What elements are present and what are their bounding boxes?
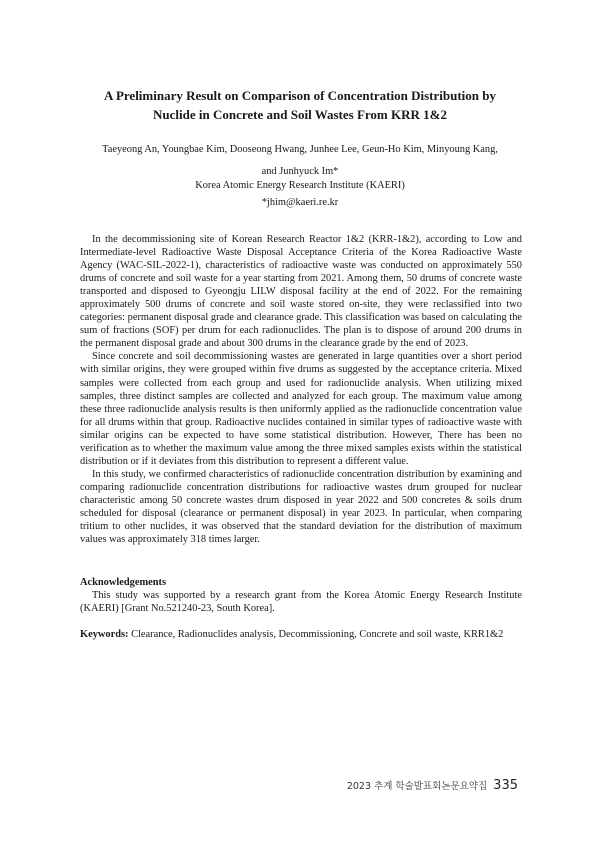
abstract-body — [80, 233, 522, 546]
acknowledgements-text: This study was supported by a research grant from the Korea Atomic Energy Research Institute (KAERI) [Grant No.521240-23, South Korea]. — [80, 590, 522, 615]
title-line-1: A Preliminary Result on Comparison of Concentration Distribution by — [104, 88, 496, 103]
affiliation: Korea Atomic Energy Research Institute (KAERI) — [195, 180, 405, 191]
conference-name: 2023 추계 학술발표회논문요약집 — [346, 781, 488, 792]
abstract-paragraph-3: In this study, we confirmed characteristics of radionuclide concentration distribution by examining and comparing radionuclide concentration distributions for radioactive wastes drum grouped for nuclear characteristic among 50 concrete wastes drum disposed in year 2022 and 500 concretes & soils drum scheduled for disposal (clearance or permanent disposal) in year 2023. In particular, when comparing tritium to other nuclides, it was observed that the standard deviation for the distribution of maximum values was approximately 318 times larger. — [80, 468, 522, 546]
authors-line-1: Taeyeong An, Youngbae Kim, Dooseong Hwang, Junhee Lee, Geun-Ho Kim, Minyoung Kang, — [102, 144, 498, 155]
keywords-line — [80, 628, 522, 641]
acknowledgements-heading: Acknowledgements — [80, 577, 167, 588]
acknowledgements-section — [80, 576, 522, 615]
paper-title — [60, 86, 540, 124]
abstract-paragraph-2: Since concrete and soil decommissioning wastes are generated in large quantities over a short period with similar origins, they were grouped within five drums as suggested by the acceptance criteria. Mixed samples were collected from each group and used for radionuclide analysis. When utilizing mixed samples, three distinct samples are collected and analyzed for each group. The maximum value among these three radionuclide analysis results is then uniformly applied as the radionuclide concentration value for all drums within that group. Radioactive nuclides contained in similar types of radioactive waste with similar origins can be expected to have some statistical distribution. However, There has been no verification as to whether the maximum value among the three mixed samples exists within the statistical distribution or if it deviates from this distribution to represent a different value. — [80, 351, 522, 467]
corresponding-email: *jhim@kaeri.re.kr — [261, 197, 339, 208]
title-line-2: Nuclide in Concrete and Soil Wastes From KRR 1&2 — [153, 107, 447, 122]
keywords-label: Keywords: — [80, 629, 129, 640]
page-footer — [347, 778, 518, 793]
page-number: 335 — [493, 778, 518, 793]
abstract-paragraph-1: In the decommissioning site of Korean Research Reactor 1&2 (KRR-1&2), according to Low and Intermediate-level Radioactive Waste Disposal Acceptance Criteria of the Korea Radioactive Waste Agency (WAC-SIL-2022-1), characteristics of radioactive waste was conducted on approximately 550 drums of concrete and soil waste for a year starting from 2021. Among them, 50 drums of concrete waste transported and disposed to Gyeongju LILW disposal facility at the end of 2022. For the remaining approximately 500 drums of concrete and soil waste stored on-site, they were reclassified into two categories: permanent disposal grade and clearance grade. This classification was based on calculating the sum of fractions (SOF) per drum for each radionuclides. The plan is to dispose of around 200 drums in the permanent disposal grade and about 300 drums in the clearance grade by the end of 2023. — [80, 234, 522, 350]
authors-line-2: and Junhyuck Im* — [261, 166, 339, 177]
keywords-text: Clearance, Radionuclides analysis, Decommissioning, Concrete and soil waste, KRR1&2 — [128, 629, 504, 640]
